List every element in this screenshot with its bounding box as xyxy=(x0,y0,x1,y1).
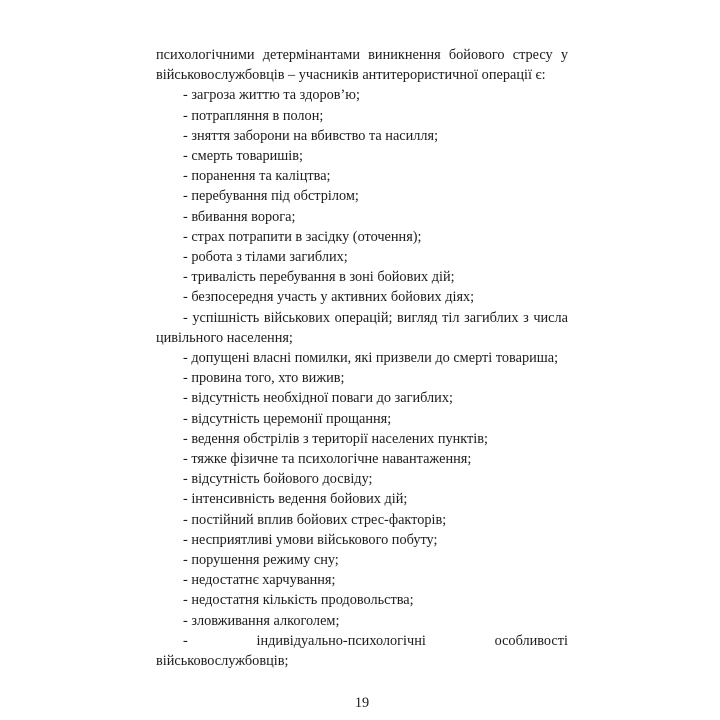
list-item: - допущені власні помилки, які призвели до смерті товариша; xyxy=(183,350,559,367)
list-item: - потрапляння в полон; xyxy=(183,107,324,124)
list-item: - індивідуально-психологічні особливості військовослужбовців; xyxy=(156,632,568,670)
list-item: - постійний вплив бойових стрес-факторів; xyxy=(183,511,447,528)
list-item: - успішність військових операцій; вигляд тіл загиблих з числа цивільного населення; xyxy=(156,309,568,346)
list-item: - безпосередня участь у активних бойових діях; xyxy=(183,289,475,306)
list-item: - недостатня кількість продовольства; xyxy=(183,592,414,609)
page-number: 19 xyxy=(354,695,370,711)
list-item: - відсутність необхідної поваги до загиблих; xyxy=(183,390,453,407)
list-item: - вбивання ворога; xyxy=(183,208,296,225)
intro-paragraph: психологічними детермінантами виникнення бойового стресу у військовослужбовців – учасників антитерористичної операції є: xyxy=(156,47,568,84)
list-item: - порушення режиму сну; xyxy=(183,552,339,569)
list-item: - загроза життю та здоров’ю; xyxy=(183,87,360,104)
list-item: - тривалість перебування в зоні бойових дій; xyxy=(183,269,455,286)
list-item: - робота з тілами загиблих; xyxy=(183,249,348,266)
list-item: - зняття заборони на вбивство та насилля; xyxy=(183,127,439,144)
list-item: - перебування під обстрілом; xyxy=(183,188,359,205)
list-item: - провина того, хто вижив; xyxy=(183,370,345,387)
list-item: - інтенсивність ведення бойових дій; xyxy=(183,491,408,508)
list-item: - відсутність бойового досвіду; xyxy=(183,471,373,488)
list-item: - тяжке фізичне та психологічне навантаження; xyxy=(183,451,472,468)
list-item: - смерть товаришів; xyxy=(183,148,303,165)
list-item: - ведення обстрілів з території населених пунктів; xyxy=(183,430,488,447)
list-item: - недостатнє харчування; xyxy=(183,572,336,589)
text-column xyxy=(156,45,568,671)
list-item: - страх потрапити в засідку (оточення); xyxy=(183,228,422,245)
list-item: - відсутність церемонії прощання; xyxy=(183,410,392,427)
list-item: - поранення та каліцтва; xyxy=(183,168,331,185)
list-item: - зловживання алкоголем; xyxy=(183,612,340,629)
list-item: - несприятливі умови військового побуту; xyxy=(183,531,438,548)
